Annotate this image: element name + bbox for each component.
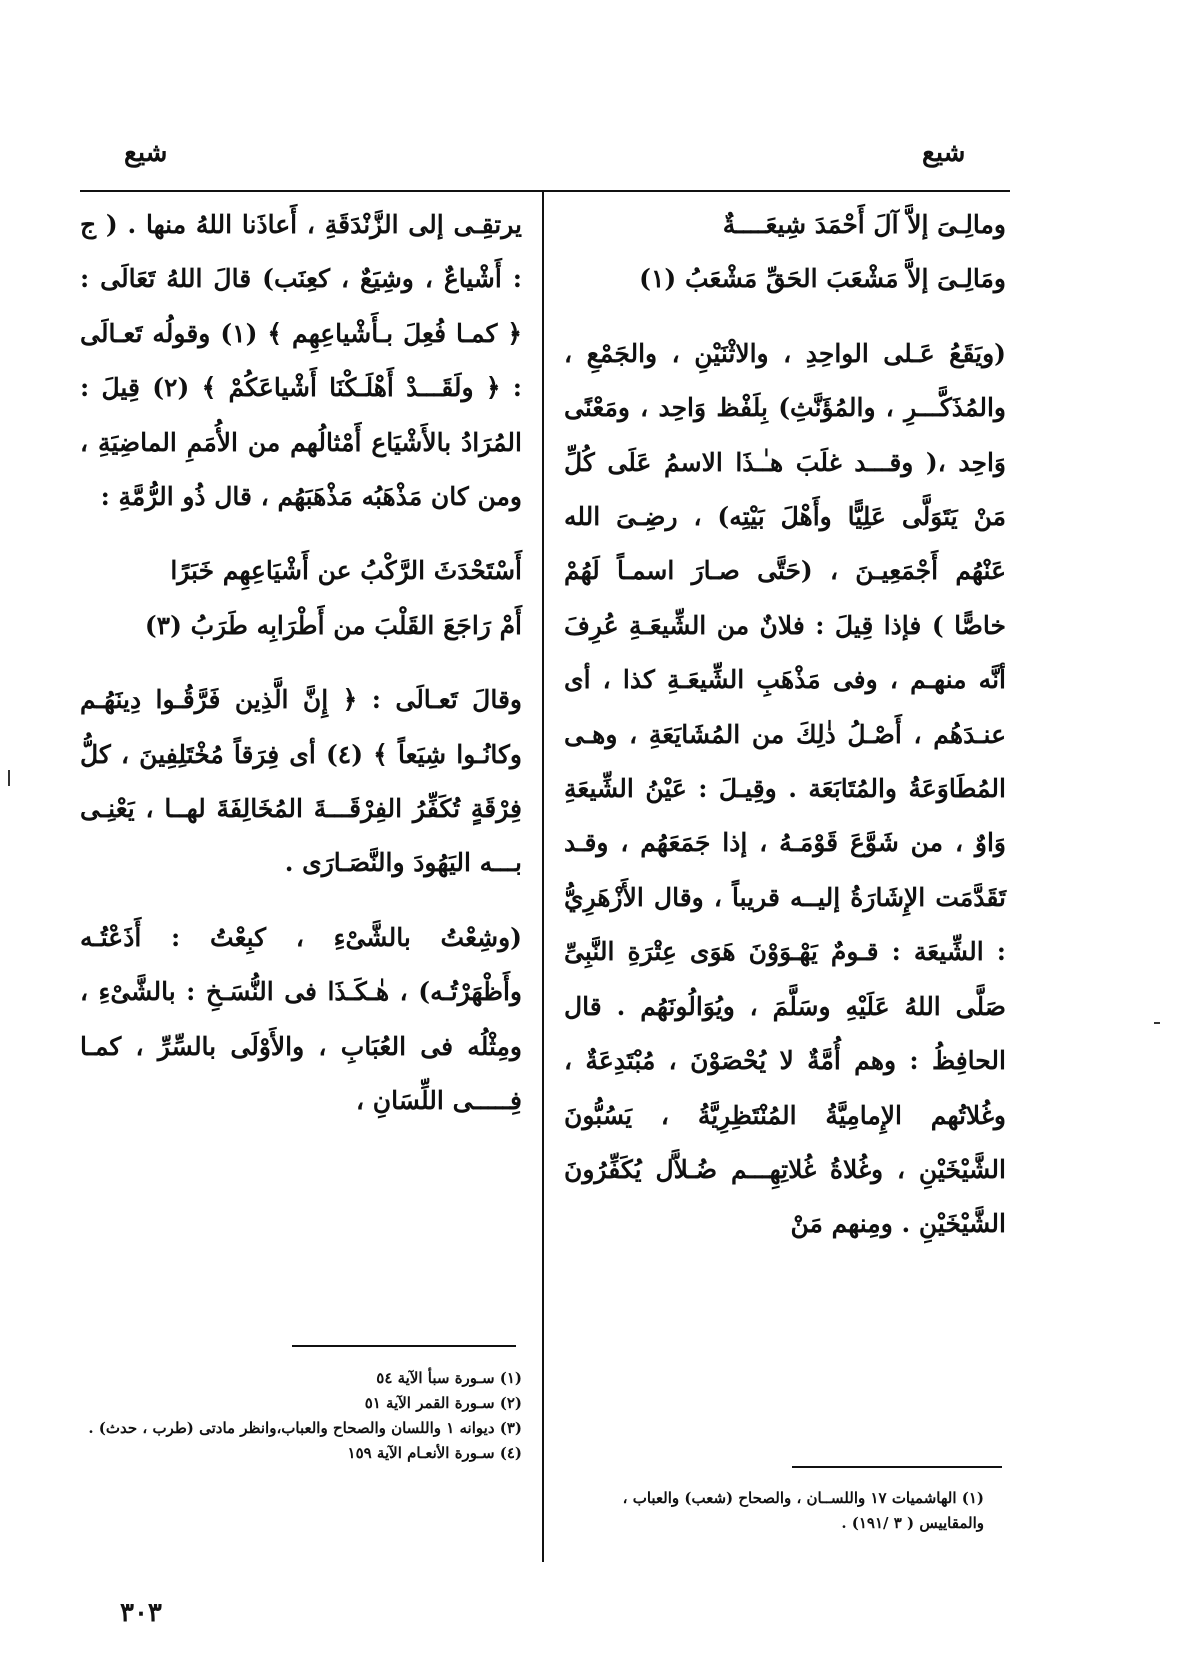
footnote: (٣) ديوانه ١ واللسان والصحاح والعباب،وانظر مادتى (طرب ، حدث) .	[88, 1419, 522, 1437]
footnote-rule-right	[792, 1466, 1002, 1468]
running-header-right: شيع	[922, 138, 966, 168]
right-footnotes	[564, 1486, 984, 1536]
left-column	[80, 198, 522, 1129]
spacer	[564, 307, 1006, 327]
spacer	[80, 524, 522, 544]
spacer	[80, 891, 522, 911]
page-number: ٣٠٣	[120, 1598, 162, 1628]
column-divider	[542, 190, 544, 1562]
footnote-rule-left	[292, 1345, 516, 1347]
left-paragraph-2: وقالَ تَعـالَى : ﴿ إِنَّ الَّذِين فَرَّقُـوا دِينَهُـم وكانُـوا شِيَعاً ﴾ (٤) أى فِرَقاً مُخْتَلِفِينَ ، كلُّ فِرْقَةٍ تُكَفِّرُ الفِرْقَـــةَ المُخَالِفَةَ لهــا ، يَعْنِـى بـــه اليَهُودَ والنَّصَـارَى .	[80, 685, 522, 878]
scan-mark	[1154, 1022, 1160, 1024]
running-header-left: شيع	[124, 138, 168, 168]
header-rule	[80, 190, 1010, 192]
scan-mark	[8, 770, 10, 786]
left-paragraph-3: (وشِعْتُ بالشَّىْءِ ، كبِعْتُ : أَذَعْتُـه وأَظْهَرْتُـه) ، هٰـكَـذَا فى النُّسَـخِ : بالشَّىْءِ ، ومِثْلُه فى العُبَابِ ، والأَوْلَى بالسِّرِّ ، كمـا فِـــــى اللِّسَانِ ،	[80, 922, 522, 1116]
right-verse-line-2: ومَالِـىَ إلاَّ مَشْعَبَ الحَقِّ مَشْعَبُ (١)	[639, 264, 1006, 294]
left-paragraph-1: يرتقِـى إلى الزَّنْدَقَةِ ، أَعاذَنا اللهُ منها . ( ج : أَشْياعٌ ، وشِيَعٌ ، كعِنَب) قالَ اللهُ تَعَالَى : ﴿ كمـا فُعِلَ بـأَشْياعِهِم ﴾ (١) وقولُه تَعـالَى : ﴿ ولَقَـــدْ أَهْلَـكْنَا أَشْياعَكُمْ ﴾ (٢) قِيلَ : المُرَادُ بالأَشْيَاع أَمْثالُهم من الأُمَمِ الماضِيَةِ ، ومن كان مَذْهَبُه مَذْهَبَهُم ، قال ذُو الرُّمَّةِ :	[80, 210, 522, 512]
footnote: (١) سـورة سبأ الآية ٥٤	[376, 1369, 522, 1387]
footnote: (١) الهاشميات ١٧ واللســان ، والصحاح (شعب) والعباب ، والمقاييس ( ٣ /١٩١) .	[622, 1489, 984, 1532]
spacer	[80, 653, 522, 673]
right-paragraph: (ويَقَعُ عَـلى الواحِدِ ، والاثْنَيْنِ ، والجَمْعِ ، والمُذَكَّـــرِ ، والمُؤَنَّثِ) بِلَفْظ وَاحِد ، ومَعْنًى وَاحِد ،( وقـــد غلَبَ هـٰـذَا الاسمُ عَلَى كُلِّ مَنْ يَتَوَلَّى عَلِيًّا وأَهْلَ بَيْتِه) ، رضِـىَ الله عَنْهُم أَجْمَعِيـنَ ، (حَتَّى صـارَ اسمـاً لَهُمْ خاصًّا ) فإذا قِيلَ : فلانٌ من الشِّيعَـةِ عُرِفَ أنَّه منهـم ، وفى مَذْهَبِ الشِّيعَـةِ كذا ، أى عنـدَهُم ، أَصْـلُ ذٰلِكَ من المُشَايَعَةِ ، وهـى المُطَاوَعَةُ والمُتَابَعَة . وقِيـلَ : عَيْنُ الشِّيعَةِ وَاوٌ ، من شَوَّعَ قَوْمَـهُ ، إذا جَمَعَهُم ، وقـد تَقَدَّمَت الإِشَارَةُ إليــه قريباً ، وقال الأَزْهَرِيُّ : الشِّيعَة : قـومٌ يَهْـوَوْنَ هَوَى عِتْرَةِ النَّبِىِّ صَلَّى اللهُ عَلَيْهِ وسَلَّمَ ، ويُوَالُونَهُم . قال الحافِظُ : وهم أُمَّةٌ لا يُحْصَوْنَ ، مُبْتَدِعَةٌ ، وغُلاتُهم الإِمامِيَّةُ المُنْتَظِرِيَّةُ ، يَسُبُّونَ الشَّيْخَيْنِ ، وغُلاةُ غُلاتِهِـــم ضُـلاَّل يُكَفِّرُونَ الشَّيْخَيْنِ . ومِنهم مَنْ	[564, 338, 1006, 1239]
left-verse-line-2: أَمْ رَاجَعَ القَلْبَ من أَطْرَابِه طَرَبُ (٣)	[144, 610, 522, 640]
right-column	[564, 198, 1006, 1252]
footnote: (٢) سـورة القمر الآية ٥١	[364, 1394, 522, 1412]
left-footnotes	[60, 1366, 522, 1466]
right-verse-line-1: ومالِـىَ إلاَّ آلَ أَحْمَدَ شِيعَــــةٌ	[722, 210, 1006, 239]
footnote: (٤) سـورة الأنعـام الآية ١٥٩	[347, 1444, 522, 1462]
left-verse-line-1: أَسْتَحْدَثَ الرَّكْبُ عن أَشْيَاعِهِم خَبَرًا	[170, 556, 522, 586]
